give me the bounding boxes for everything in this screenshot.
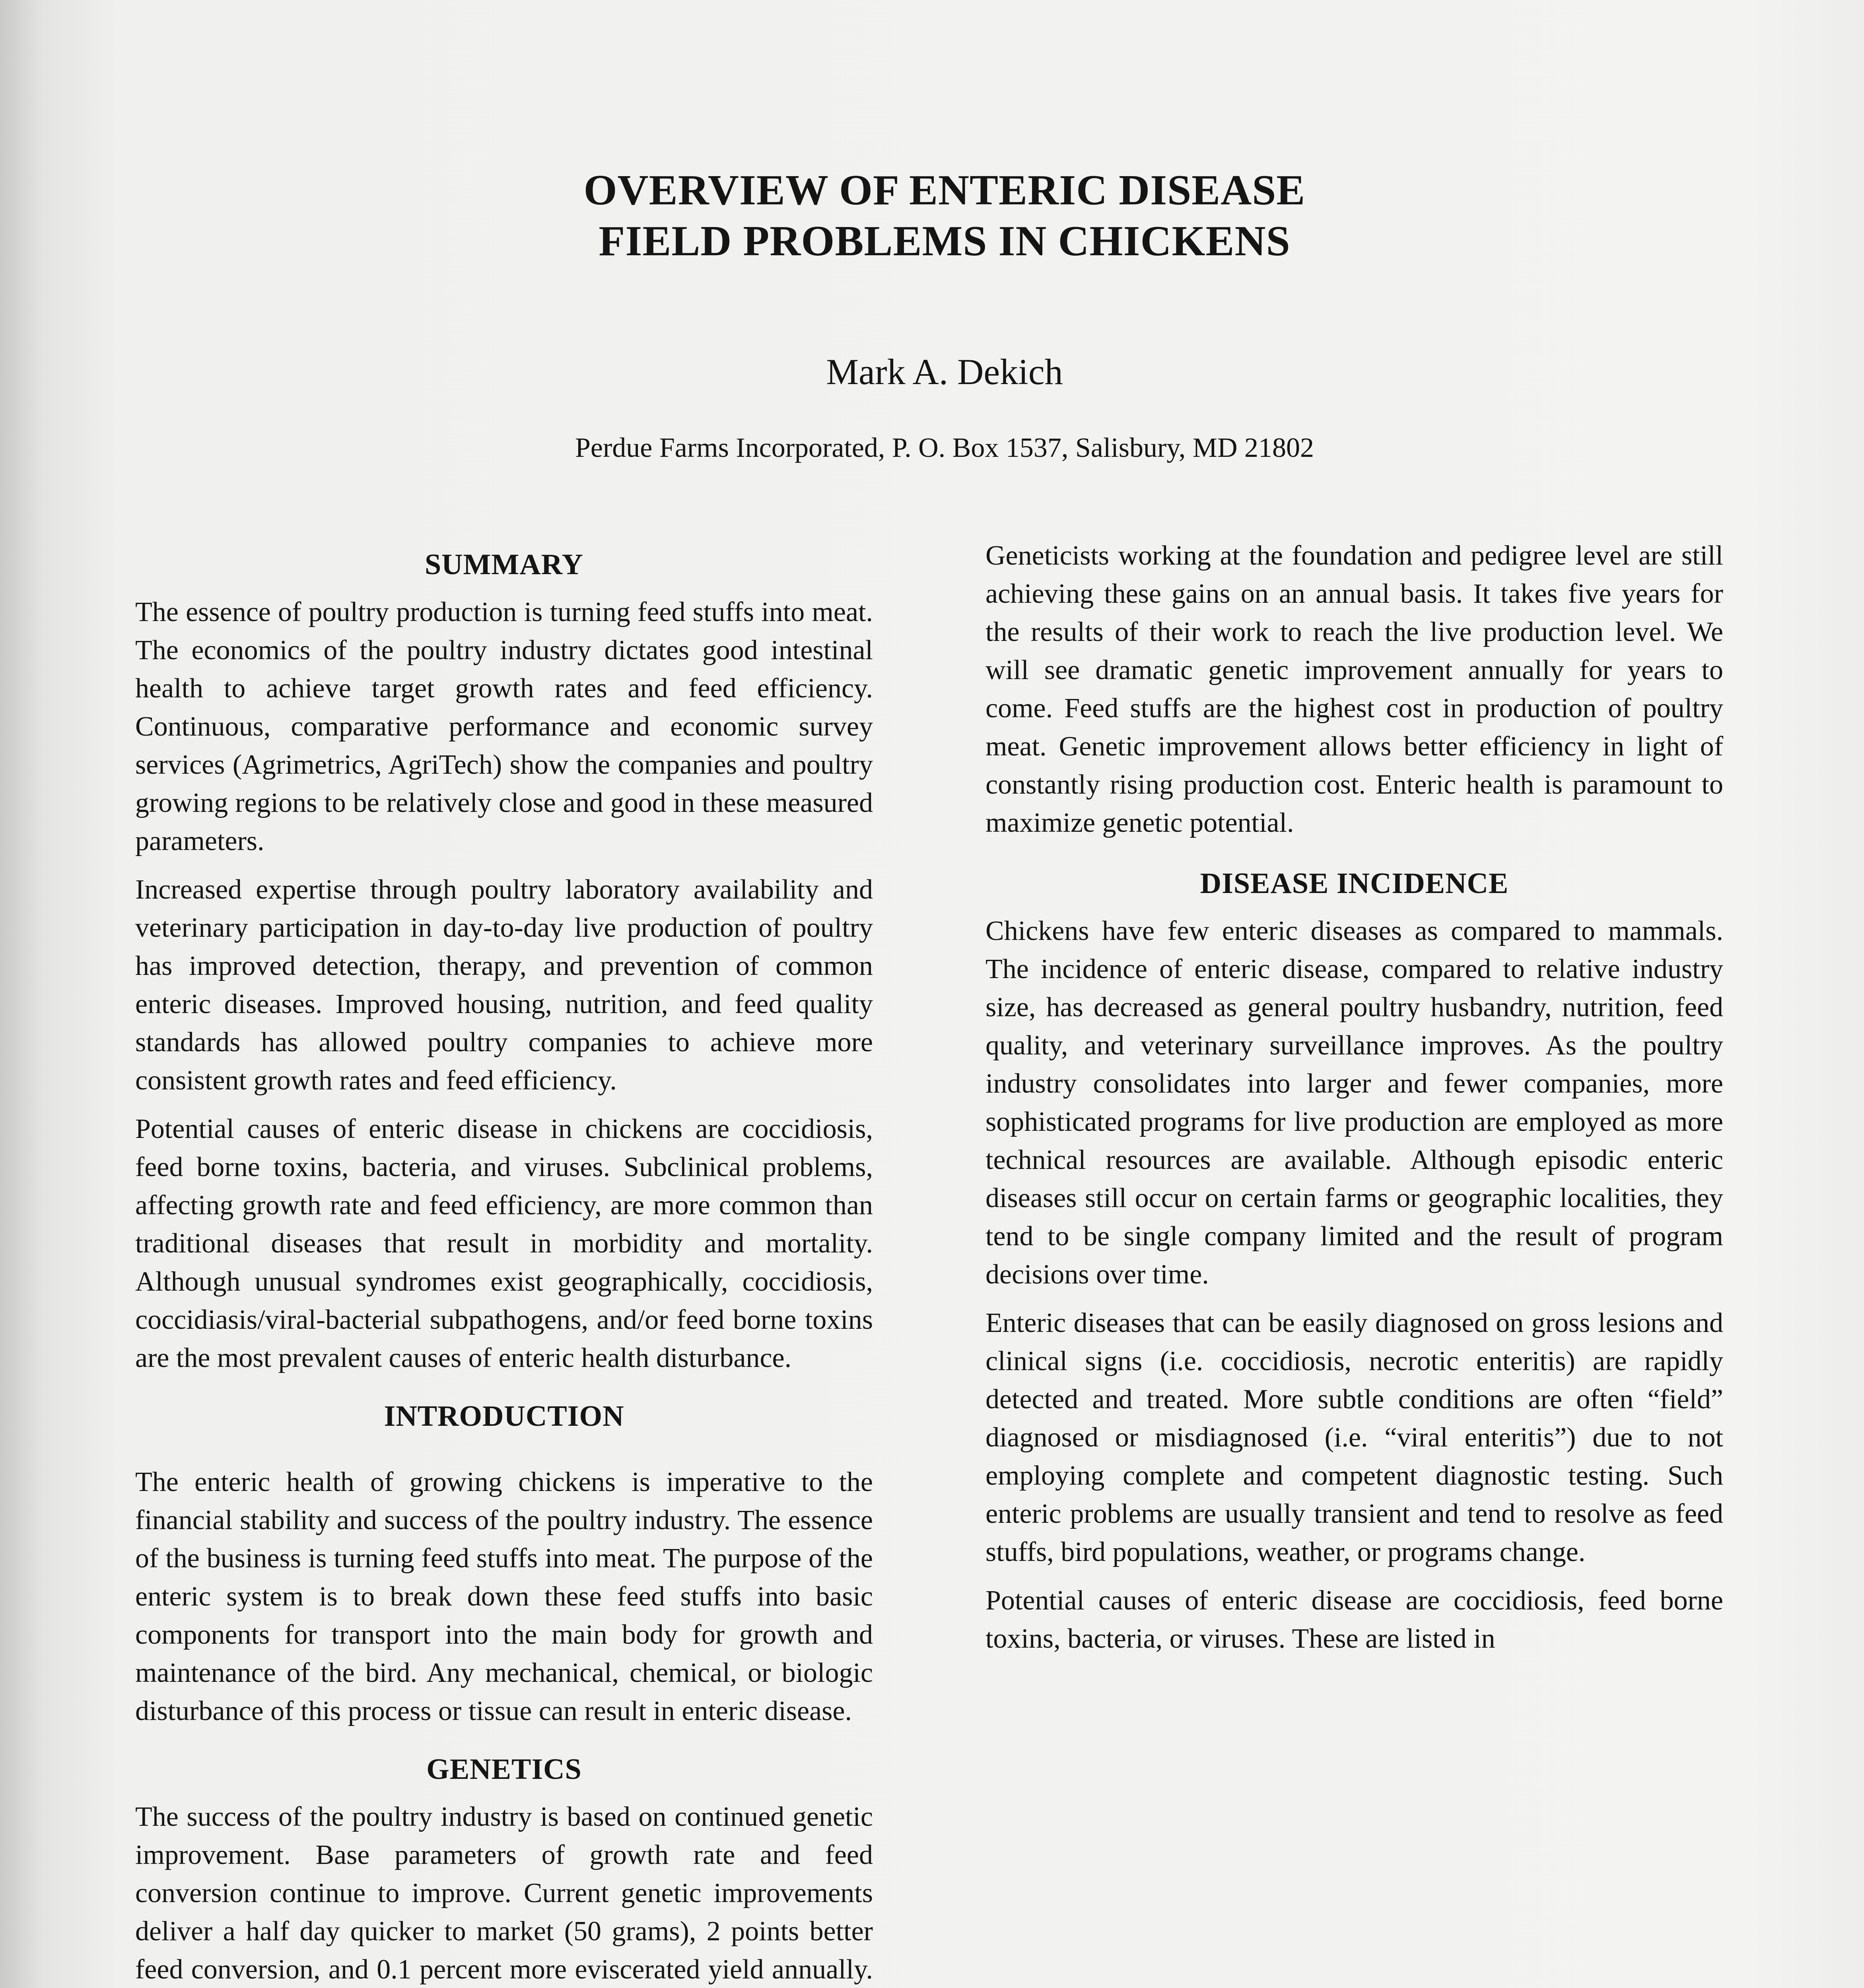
- disease-incidence-paragraph: Potential causes of enteric disease are coccidiosis, feed borne toxins, bacteria, or viruses. These are listed in: [985, 1585, 1723, 1654]
- summary-heading: SUMMARY: [424, 548, 583, 581]
- author-name: Mark A. Dekich: [826, 351, 1063, 392]
- genetics-paragraph: The success of the poultry industry is based on continued genetic improvement. Base parameters of growth rate and feed conversion continue to improve. Current genetic improvements deliver a half day quicker to market (50 grams), 2 points better feed conversion, and 0.1 percent more eviscerated yield annually.: [135, 1802, 873, 1985]
- introduction-paragraph: The enteric health of growing chickens is imperative to the financial stability and success of the poultry industry. The essence of the business is turning feed stuffs into meat. The purpose of the enteric system is to break down these feed stuffs into basic components for transport into the main body for growth and maintenance of the bird. Any mechanical, chemical, or biologic disturbance of this process or tissue can result in enteric disease.: [135, 1467, 873, 1726]
- article-title: [517, 165, 1372, 267]
- author-affiliation: Perdue Farms Incorporated, P. O. Box 1537, Salisbury, MD 21802: [575, 433, 1314, 463]
- title-line-1: OVERVIEW OF ENTERIC DISEASE: [583, 167, 1306, 214]
- disease-incidence-paragraph: Chickens have few enteric diseases as compared to mammals. The incidence of enteric disease, compared to relative industry size, has decreased as general poultry husbandry, nutrition, feed quality, and veterinary surveillance improves. As the poultry industry consolidates into larger and fewer companies, more sophisticated programs for live production are employed as more technical resources are available. Although episodic enteric diseases still occur on certain farms or geographic localities, they tend to be single company limited and the result of program decisions over time.: [985, 916, 1723, 1290]
- disease-incidence-heading: DISEASE INCIDENCE: [1200, 867, 1509, 900]
- summary-paragraph: The essence of poultry production is turning feed stuffs into meat. The economics of the poultry industry dictates good intestinal health to achieve target growth rates and feed efficiency. Continuous, comparative performance and economic survey services (Agrimetrics, AgriTech) show the companies and poultry growing regions to be relatively close and good in these measured parameters.: [135, 597, 873, 856]
- summary-paragraph: Potential causes of enteric disease in chickens are coccidiosis, feed borne toxins, bacteria, and viruses. Subclinical problems, affecting growth rate and feed efficiency, are more common than traditional diseases that result in morbidity and mortality. Although unusual syndromes exist geographically, coccidiosis, coccidiasis/viral-bacterial subpathogens, and/or feed borne toxins are the most prevalent causes of enteric health disturbance.: [135, 1114, 873, 1373]
- genetics-paragraph: Geneticists working at the foundation and pedigree level are still achieving these gains on an annual basis. It takes five years for the results of their work to reach the live production level. We will see dramatic genetic improvement annually for years to come. Feed stuffs are the highest cost in production of poultry meat. Genetic improvement allows better efficiency in light of constantly rising production cost. Enteric health is paramount to maximize genetic potential.: [985, 540, 1723, 838]
- genetics-heading: GENETICS: [426, 1753, 582, 1786]
- introduction-heading: INTRODUCTION: [384, 1400, 624, 1433]
- left-column: [135, 537, 873, 1988]
- summary-paragraph: Increased expertise through poultry laboratory availability and veterinary participation in day-to-day live production of poultry has improved detection, therapy, and prevention of common enteric diseases. Improved housing, nutrition, and feed quality standards has allowed poultry companies to achieve more consistent growth rates and feed efficiency.: [135, 874, 873, 1096]
- disease-incidence-paragraph: Enteric diseases that can be easily diagnosed on gross lesions and clinical signs (i.e. coccidiosis, necrotic enteritis) are rapidly detected and treated. More subtle conditions are often “field” diagnosed or misdiagnosed (i.e. “viral enteritis”) due to not employing complete and competent diagnostic testing. Such enteric problems are usually transient and tend to resolve as feed stuffs, bird populations, weather, or programs change.: [985, 1308, 1723, 1567]
- right-column: [985, 537, 1723, 1668]
- title-line-2: FIELD PROBLEMS IN CHICKENS: [599, 217, 1291, 265]
